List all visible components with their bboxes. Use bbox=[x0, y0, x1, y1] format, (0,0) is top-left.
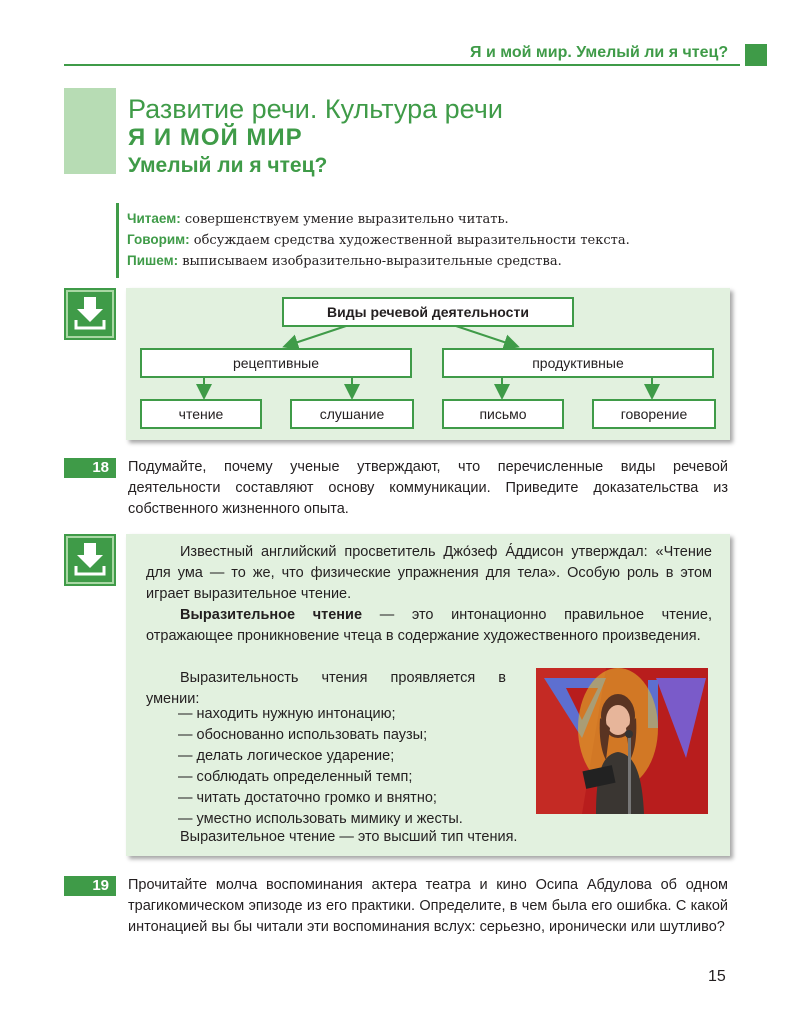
diagram-group-productive: продуктивные bbox=[442, 348, 714, 378]
goal-writing: Пишем: выписываем изобразительно-выразительные средства. bbox=[127, 253, 562, 269]
info-paragraph-2: Выразительное чтение — это интонационно правильное чтение, отражающее проникновение чтеца в содержание художественного произведения. bbox=[146, 607, 712, 644]
info-paragraph-4: Выразительное чтение — это высший тип чтения. bbox=[180, 829, 518, 845]
header-rule bbox=[64, 64, 740, 66]
task-18-text: Подумайте, почему ученые утверждают, что перечисленные виды речевой деятельности составляют основу коммуникации. Приведите доказательства из собственного жизненного опыта. bbox=[128, 459, 728, 517]
list-item: — находить нужную интонацию; bbox=[178, 706, 396, 722]
expressive-reading-info bbox=[126, 534, 730, 856]
info-paragraph-3: Выразительность чтения проявляется в умении: bbox=[146, 670, 506, 707]
info-term: Выразительное чтение bbox=[180, 607, 363, 623]
speech-activity-diagram bbox=[126, 288, 730, 440]
task-number-19: 19 bbox=[64, 876, 116, 896]
task-number-18: 18 bbox=[64, 458, 116, 478]
title-color-block bbox=[64, 88, 116, 174]
goal-speaking: Говорим: обсуждаем средства художественной выразительности текста. bbox=[127, 232, 630, 248]
list-item: — обоснованно использовать паузы; bbox=[178, 727, 428, 743]
header-marker bbox=[745, 44, 767, 66]
skills-list bbox=[178, 704, 463, 830]
lesson-goals bbox=[116, 203, 676, 278]
list-item: — делать логическое ударение; bbox=[178, 748, 395, 764]
list-item: — уместно использовать мимику и жесты. bbox=[178, 811, 463, 827]
reader-photo bbox=[536, 668, 708, 814]
diagram-leaf-listening: слушание bbox=[290, 399, 414, 429]
list-item: — соблюдать определенный темп; bbox=[178, 769, 413, 785]
diagram-leaf-writing: письмо bbox=[442, 399, 564, 429]
download-icon bbox=[64, 288, 116, 340]
lesson-question-title: Умелый ли я чтец? bbox=[128, 154, 328, 177]
goal-reading: Читаем: совершенствуем умение выразительно читать. bbox=[127, 211, 509, 227]
task-19-text: Прочитайте молча воспоминания актера театра и кино Осипа Абдулова об одном трагикомическом эпизоде из его практики. Определите, в чем была его ошибка. С какой интонацией вы бы читали эти воспоминания вслух: серьезно, иронически или шутливо? bbox=[128, 877, 728, 935]
list-item: — читать достаточно громко и внятно; bbox=[178, 790, 437, 806]
info-paragraph-1: Известный английский просветитель Джо́зеф А́ддисон утверждал: «Чтение для ума — то же, что физические упражнения для тела». Особую роль в этом играет выразительное чтение. bbox=[146, 544, 712, 602]
download-icon bbox=[64, 534, 116, 586]
diagram-root: Виды речевой деятельности bbox=[282, 297, 574, 327]
page-number: 15 bbox=[708, 968, 726, 985]
diagram-leaf-speaking: говорение bbox=[592, 399, 716, 429]
lesson-topic-title: Я И МОЙ МИР bbox=[128, 124, 303, 151]
lesson-section-title: Развитие речи. Культура речи bbox=[128, 94, 503, 124]
running-title: Я и мой мир. Умелый ли я чтец? bbox=[470, 44, 729, 61]
diagram-leaf-reading: чтение bbox=[140, 399, 262, 429]
diagram-group-receptive: рецептивные bbox=[140, 348, 412, 378]
